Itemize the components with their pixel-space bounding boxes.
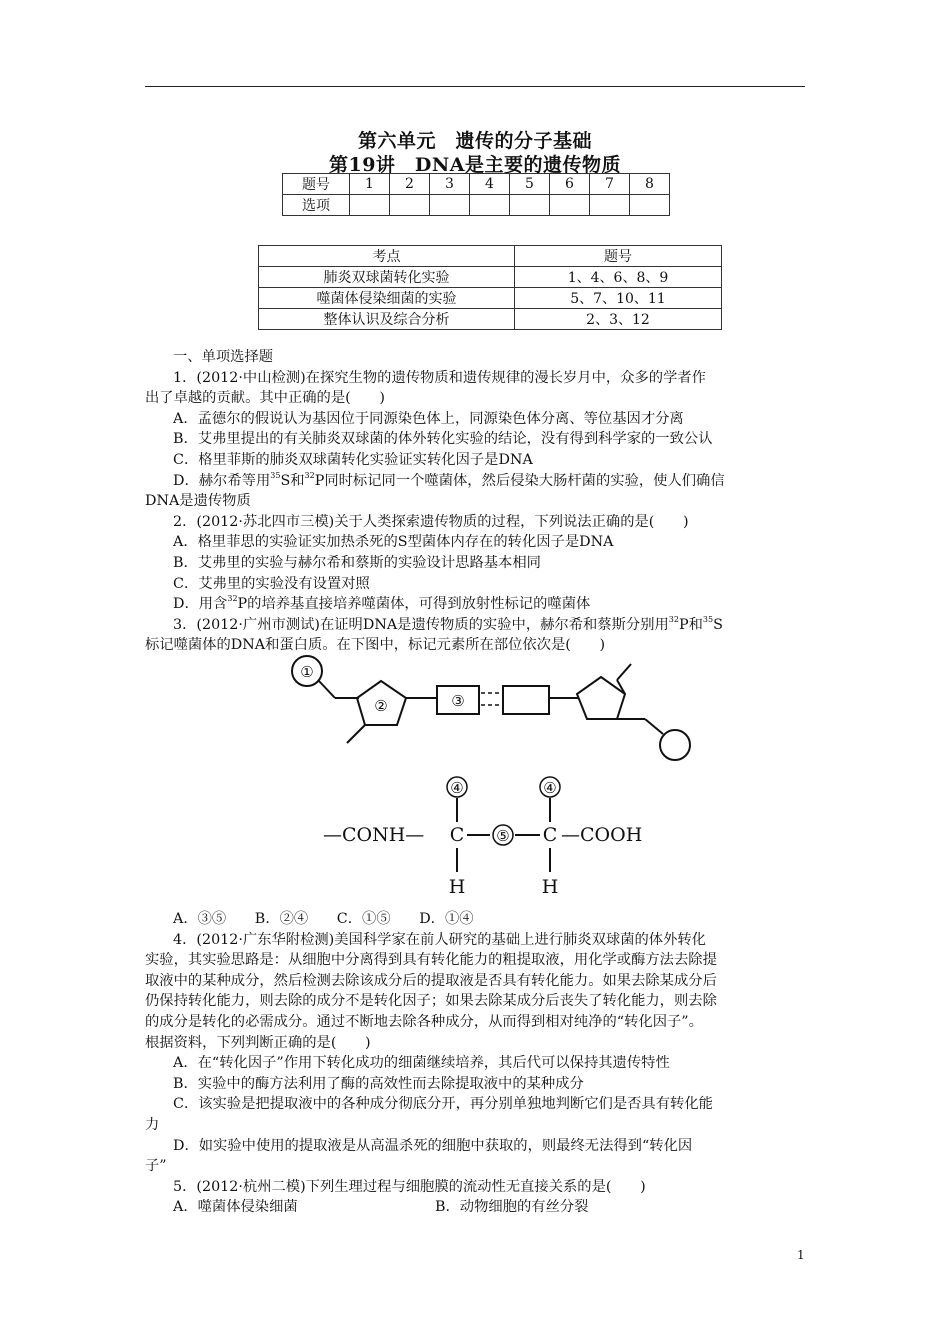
answer-table-number: 7 [590,174,630,195]
hydrogen-2: H [541,876,559,898]
alpha-carbon-1: C [449,824,465,846]
answer-table-number: 1 [350,174,390,195]
answer-cell [630,195,670,216]
q1-option-d: D．赫尔希等用$^{35}$S和$^{32}$P同时标记同一个噬菌体，然后侵染大肠杆菌的实验，使人们确信 [173,470,725,489]
q1-option-d-cont: DNA是遗传物质 [145,493,251,510]
q5-option-b: B．动物细胞的有丝分裂 [435,1199,589,1216]
q5-option-a: A．噬菌体侵染细菌 [173,1199,298,1216]
formula-right: —COOH [561,824,643,846]
q1-stem: 1．(2012·中山检测)在探究生物的遗传物质和遗传规律的漫长岁月中，众多的学者作 [173,369,706,386]
topic-table [258,245,722,330]
bond-line [645,719,663,734]
nucleotide-amino-acid-figure [285,650,705,908]
answer-table [282,173,670,216]
topic-table-row [259,309,722,330]
topic-table-header [259,246,722,267]
q2-option-d: D．用含$^{32}$P的培养基直接培养噬菌体，可得到放射性标记的噬菌体 [173,594,591,613]
answer-cell [510,195,550,216]
q5-options-row [145,1197,810,1218]
question-no-cell: 2、3、12 [515,309,722,330]
label-5: ⑤ [496,827,510,845]
answer-table-number: 2 [390,174,430,195]
q4-option-d: D．如实验中使用的提取液是从高温杀死的细胞中获取的，则最终无法得到“转化因 [173,1137,693,1154]
q1-stem-cont: 出了卓越的贡献。其中正确的是( ) [145,390,385,407]
label-3: ③ [451,692,465,710]
topic-cell: 噬菌体侵染细菌的实验 [259,288,515,309]
q4-stem-line: 取液中的某种成分，然后检测去除该成分后的提取液是否具有转化能力。如果去除某成分后 [145,972,717,989]
hydrogen-1: H [448,876,466,898]
q4-stem-line: 根据资料，下列判断正确的是( ) [145,1034,371,1051]
q1-option-a: A．孟德尔的假说认为基因位于同源染色体上，同源染色体分离、等位基因才分离 [173,410,684,427]
q2-option-a: A．格里菲思的实验证实加热杀死的S型菌体内存在的转化因子是DNA [173,534,614,551]
nucleotide-diagram [292,656,690,760]
page-number: 1 [797,1248,805,1262]
header-rule [145,86,805,87]
alpha-carbon-2: C [542,824,558,846]
label-4b: ④ [543,779,557,797]
label-4a: ④ [450,779,464,797]
label-1: ① [300,663,314,681]
questions-block-2 [145,909,810,1218]
lecture-title: 第19讲 DNA是主要的遗传物质 [328,154,622,176]
q4-stem-line: 4．(2012·广东华附检测)美国科学家在前人研究的基础上进行肺炎双球菌的体外转化 [173,931,706,948]
topic-header: 考点 [259,246,515,267]
q5-stem: 5．(2012·杭州二模)下列生理过程与细胞膜的流动性无直接关系的是( ) [173,1178,646,1195]
bond-line [319,681,335,698]
answer-cell [430,195,470,216]
q2-stem: 2．(2012·苏北四市三模)关于人类探索遗传物质的过程，下列说法正确的是( ) [173,513,689,530]
label-2: ② [374,697,388,715]
answer-table-number: 5 [510,174,550,195]
q4-option-b: B．实验中的酶方法利用了酶的高效性而去除提取液中的某种成分 [173,1075,584,1092]
answer-table-number: 6 [550,174,590,195]
answer-table-option-row [283,195,670,216]
answer-cell [470,195,510,216]
question-no-cell: 5、7、10、11 [515,288,722,309]
answer-table-number: 4 [470,174,510,195]
bond-line [617,664,631,680]
answer-table-row1-label: 题号 [283,174,350,195]
q4-option-c-cont: 力 [145,1116,160,1133]
base-box-complement [503,686,549,714]
q1-option-c: C．格里菲斯的肺炎双球菌转化实验证实转化因子是DNA [173,451,533,468]
answer-cell [350,195,390,216]
q2-option-b: B．艾弗里的实验与赫尔希和蔡斯的实验设计思路基本相同 [173,554,541,571]
answer-cell [590,195,630,216]
question-no-header: 题号 [515,246,722,267]
q4-stem-line: 的成分是转化的必需成分。通过不断地去除各种成分，从而得到相对纯净的“转化因子”。 [145,1013,703,1030]
phosphate-circle-complement [660,730,690,760]
formula-left: —CONH— [323,824,425,846]
q4-stem-line: 实验，其实验思路是：从细胞中分离得到具有转化能力的粗提取液，用化学或酶方法去除提 [145,952,717,969]
topic-cell: 肺炎双球菌转化实验 [259,267,515,288]
questions-block-1 [145,347,810,656]
topic-table-row [259,288,722,309]
topic-cell: 整体认识及综合分析 [259,309,515,330]
answer-cell [390,195,430,216]
q4-option-a: A．在“转化因子”作用下转化成功的细菌继续培养，其后代可以保持其遗传特性 [173,1055,670,1072]
answer-table-row2-label: 选项 [283,195,350,216]
topic-table-row [259,267,722,288]
bond-line [347,725,365,743]
q4-stem-line: 仍保持转化能力，则去除的成分不是转化因子；如果去除某成分后丧失了转化能力，则去除 [145,993,717,1010]
amino-acid-diagram [323,777,642,898]
unit-title: 第六单元 遗传的分子基础 [357,130,592,152]
question-no-cell: 1、4、6、8、9 [515,267,722,288]
answer-table-number: 8 [630,174,670,195]
q3-stem: 3．(2012·广州市测试)在证明DNA是遗传物质的实验中，赫尔希和蔡斯分别用$^{32}$P和$^{35}$S [173,614,723,633]
nucleotide-labels [300,663,464,715]
section-heading: 一、单项选择题 [173,349,274,365]
q3-stem-cont: 标记噬菌体的DNA和蛋白质。在下图中，标记元素所在部位依次是( ) [145,637,606,654]
answer-cell [550,195,590,216]
answer-table-number: 3 [430,174,470,195]
answer-table-number-row [283,174,670,195]
q4-option-c: C．该实验是把提取液中的各种成分彻底分开，再分别单独地判断它们是否具有转化能 [173,1096,713,1113]
q1-option-b: B．艾弗里提出的有关肺炎双球菌的体外转化实验的结论，没有得到科学家的一致公认 [173,431,713,448]
q4-option-d-cont: 子” [145,1158,167,1175]
q2-option-c: C．艾弗里的实验没有设置对照 [173,575,370,592]
q3-options: A．③⑤ B．②④ C．①⑤ D．①④ [173,911,474,927]
